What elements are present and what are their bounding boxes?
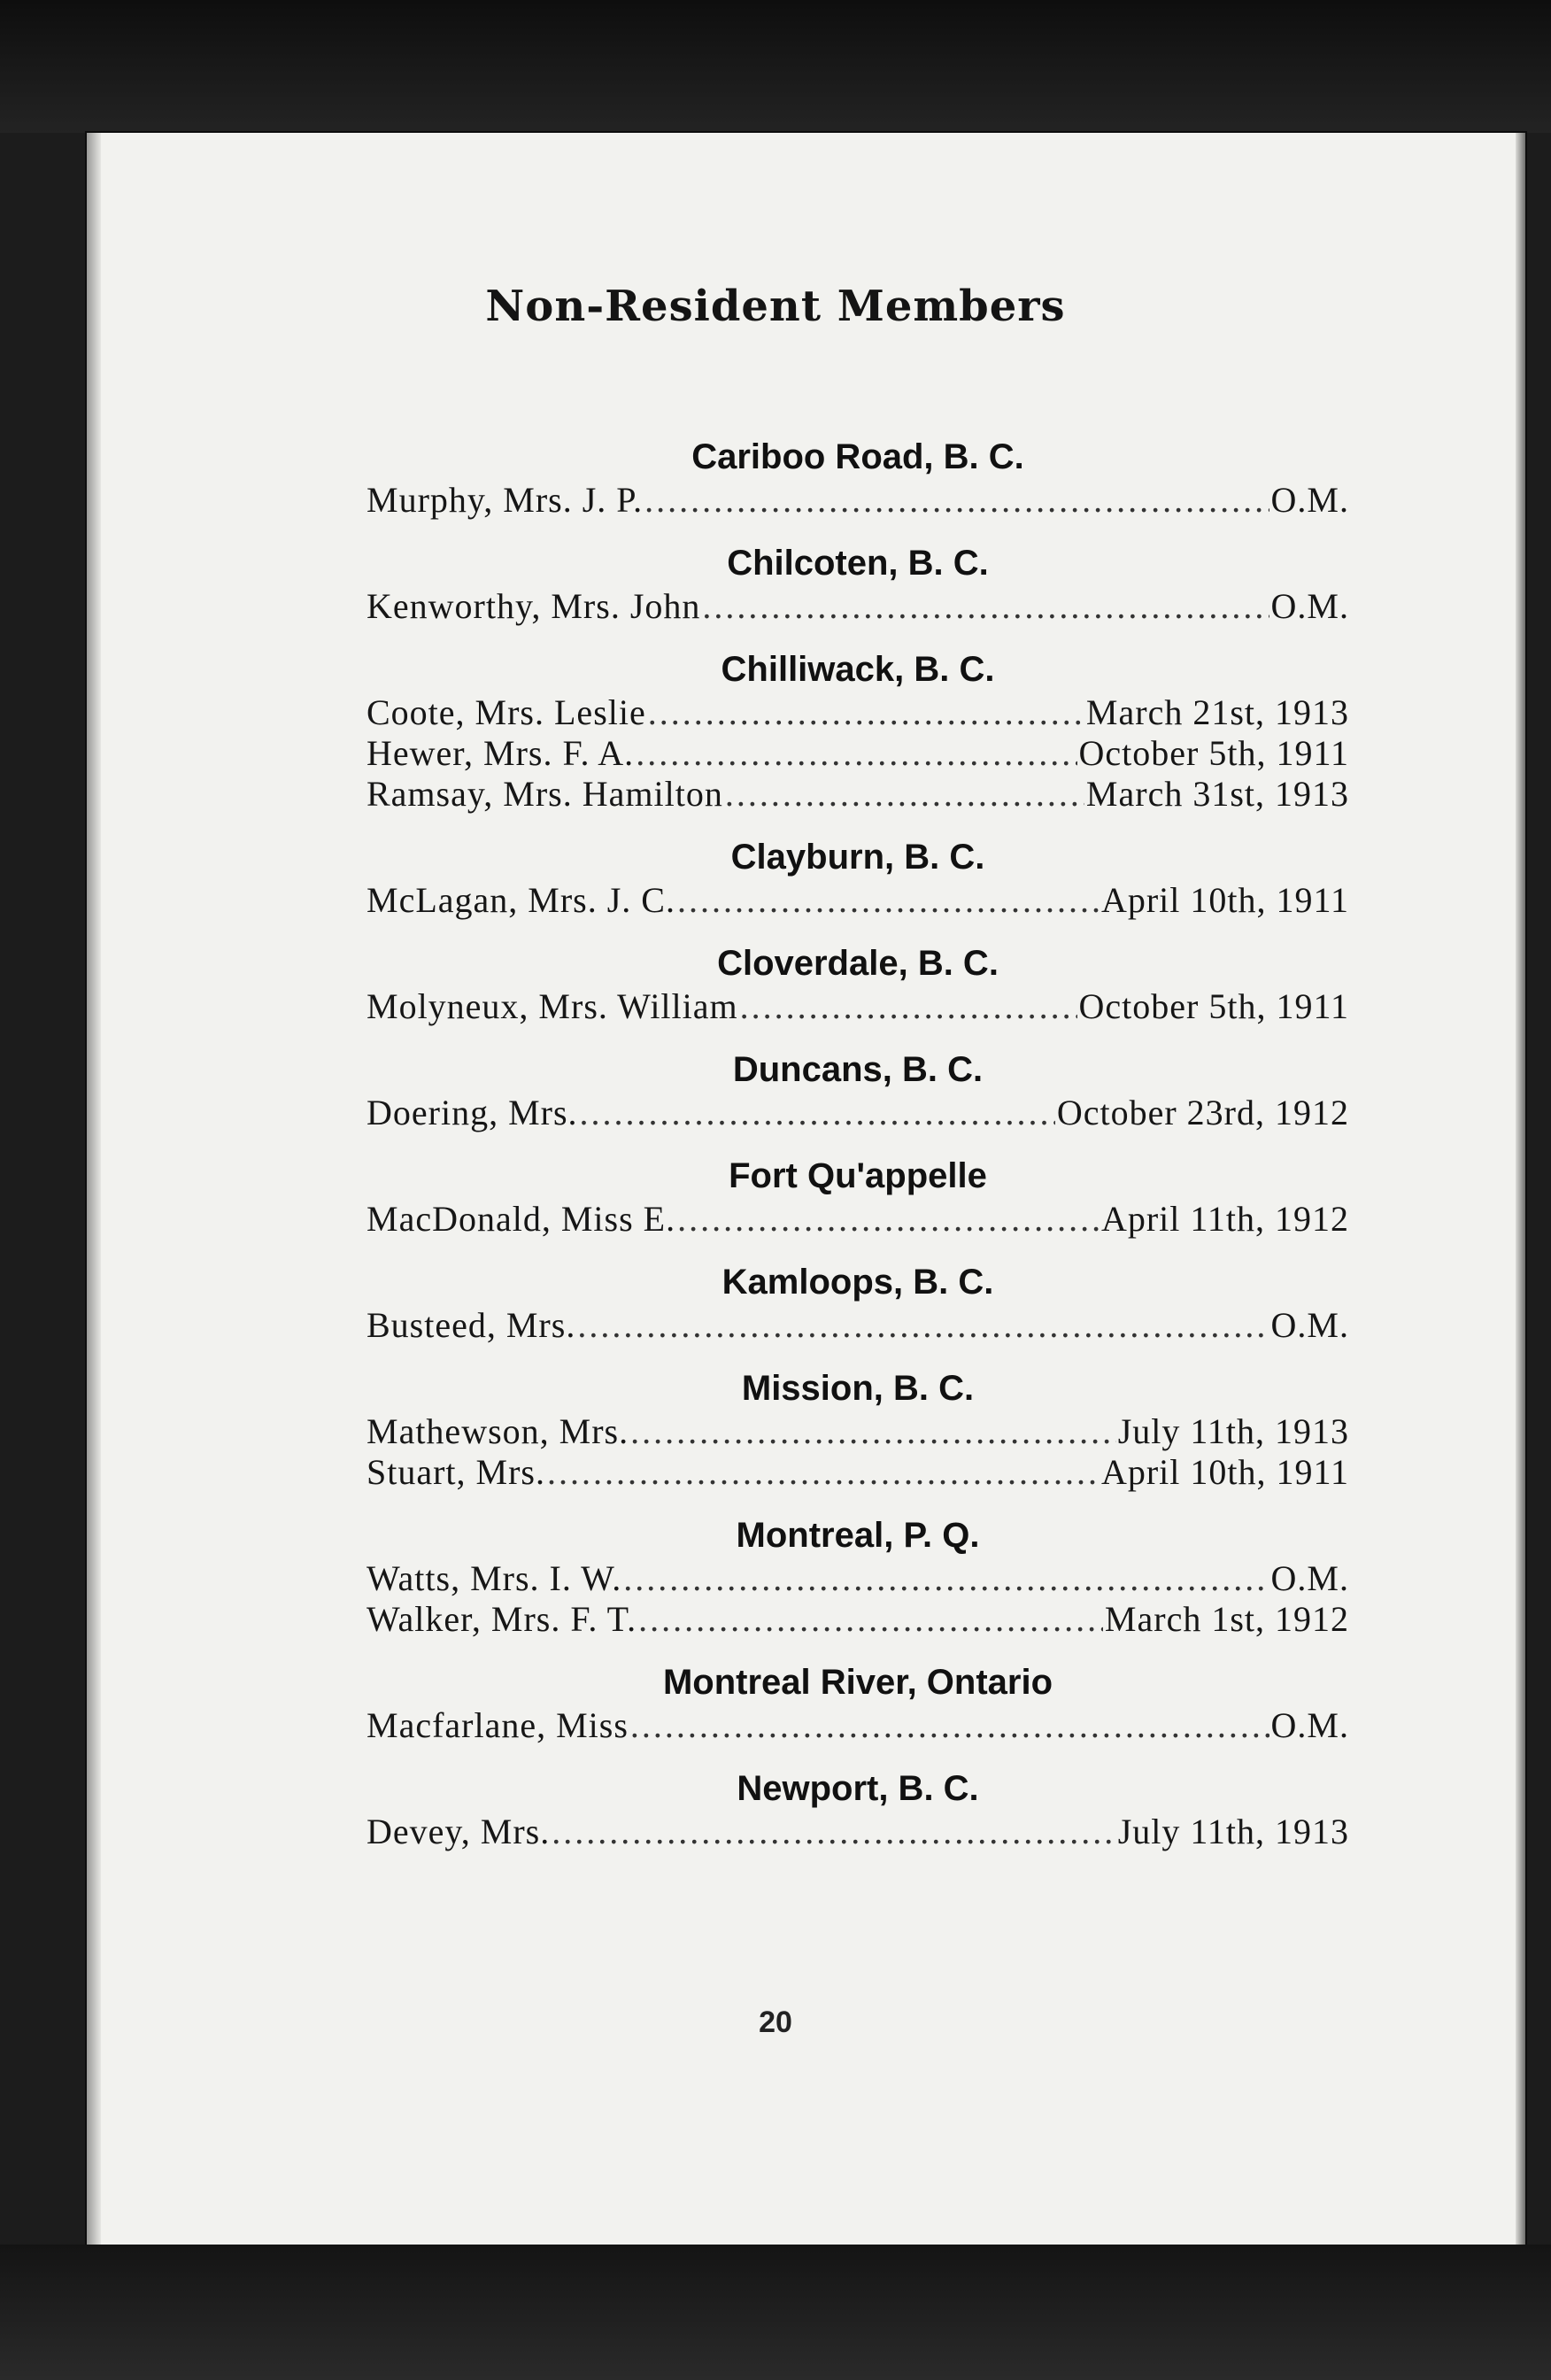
member-name: Walker, Mrs. F. T. [367, 1599, 637, 1639]
dot-leader [638, 1599, 1103, 1640]
member-entry [367, 1411, 1349, 1452]
member-name: Devey, Mrs. [367, 1812, 551, 1851]
location-section [367, 940, 1349, 1027]
member-status: April 10th, 1911 [1100, 880, 1349, 920]
member-status: April 10th, 1911 [1100, 1452, 1349, 1492]
location-section [367, 540, 1349, 627]
member-name: McLagan, Mrs. J. C. [367, 880, 675, 920]
member-entry [367, 1093, 1349, 1133]
member-directory [367, 434, 1349, 1852]
member-name: Murphy, Mrs. J. P. [367, 480, 644, 520]
location-heading: Kamloops, B. C. [721, 1263, 994, 1302]
member-status: July 11th, 1913 [1117, 1411, 1349, 1451]
member-entry [367, 880, 1349, 921]
dot-leader [636, 733, 1076, 774]
scan-background-top [0, 0, 1551, 133]
member-status: March 1st, 1912 [1104, 1599, 1349, 1639]
dot-leader [725, 774, 1084, 815]
member-entry [367, 1452, 1349, 1493]
member-status: October 5th, 1911 [1078, 986, 1349, 1026]
member-entry [367, 1305, 1349, 1346]
member-entry [367, 480, 1349, 521]
location-section [367, 1512, 1349, 1640]
location-heading: Clayburn, B. C. [730, 838, 985, 877]
dot-leader [577, 1305, 1269, 1346]
location-heading: Chilcoten, B. C. [727, 544, 989, 583]
member-entry [367, 1705, 1349, 1746]
location-section [367, 834, 1349, 921]
member-name: Doering, Mrs. [367, 1093, 578, 1132]
location-section [367, 1259, 1349, 1346]
member-status: O.M. [1270, 480, 1349, 520]
dot-leader [702, 586, 1269, 627]
member-entry [367, 774, 1349, 815]
member-status: July 11th, 1913 [1117, 1812, 1349, 1851]
member-status: O.M. [1270, 586, 1349, 626]
page-edge-shadow [1516, 133, 1525, 2245]
location-section [367, 646, 1349, 815]
location-heading: Cloverdale, B. C. [717, 944, 999, 983]
member-entry [367, 1558, 1349, 1599]
dot-leader [630, 1411, 1116, 1452]
member-entry [367, 1199, 1349, 1240]
member-status: O.M. [1270, 1705, 1349, 1745]
member-name: Coote, Mrs. Leslie [367, 692, 646, 732]
member-status: April 11th, 1912 [1100, 1199, 1349, 1239]
member-entry [367, 986, 1349, 1027]
member-name: Watts, Mrs. I. W. [367, 1558, 622, 1598]
member-name: Mathewson, Mrs. [367, 1411, 629, 1451]
member-name: Stuart, Mrs. [367, 1452, 545, 1492]
dot-leader [648, 692, 1084, 733]
member-name: Molyneux, Mrs. William [367, 986, 738, 1026]
location-heading: Montreal River, Ontario [662, 1663, 1053, 1702]
dot-leader [547, 1452, 1100, 1493]
member-entry [367, 1599, 1349, 1640]
location-heading: Cariboo Road, B. C. [691, 437, 1024, 476]
location-heading: Mission, B. C. [741, 1369, 975, 1408]
dot-leader [630, 1705, 1269, 1746]
member-entry [367, 1812, 1349, 1852]
location-heading: Newport, B. C. [737, 1769, 979, 1808]
member-name: Macfarlane, Miss [367, 1705, 629, 1745]
location-section [367, 1766, 1349, 1852]
member-name: MacDonald, Miss E. [367, 1199, 676, 1239]
dot-leader [580, 1093, 1055, 1133]
location-heading: Chilliwack, B. C. [721, 650, 995, 689]
member-name: Busteed, Mrs. [367, 1305, 576, 1345]
location-section [367, 1047, 1349, 1133]
member-status: O.M. [1270, 1305, 1349, 1345]
dot-leader [740, 986, 1077, 1027]
page-number: 20 [759, 2005, 792, 2039]
page-spine-shadow [87, 133, 101, 2245]
dot-leader [623, 1558, 1269, 1599]
location-section [367, 434, 1349, 521]
location-heading: Fort Qu'appelle [729, 1156, 987, 1195]
location-heading: Duncans, B. C. [732, 1050, 984, 1089]
member-name: Hewer, Mrs. F. A. [367, 733, 635, 773]
member-name: Kenworthy, Mrs. John [367, 586, 701, 626]
dot-leader [677, 880, 1100, 921]
member-status: October 23rd, 1912 [1056, 1093, 1349, 1132]
location-section [367, 1659, 1349, 1746]
location-section [367, 1153, 1349, 1240]
page-title: Non-Resident Members [485, 282, 1066, 331]
member-status: March 21st, 1913 [1085, 692, 1349, 732]
member-name: Ramsay, Mrs. Hamilton [367, 774, 723, 814]
member-entry [367, 692, 1349, 733]
location-heading: Montreal, P. Q. [736, 1516, 980, 1555]
dot-leader [677, 1199, 1100, 1240]
scan-background-bottom [0, 2245, 1551, 2380]
member-status: O.M. [1270, 1558, 1349, 1598]
dot-leader [644, 480, 1269, 521]
location-section [367, 1365, 1349, 1493]
dot-leader [552, 1812, 1115, 1852]
member-entry [367, 733, 1349, 774]
member-status: March 31st, 1913 [1085, 774, 1349, 814]
member-status: October 5th, 1911 [1078, 733, 1349, 773]
member-entry [367, 586, 1349, 627]
